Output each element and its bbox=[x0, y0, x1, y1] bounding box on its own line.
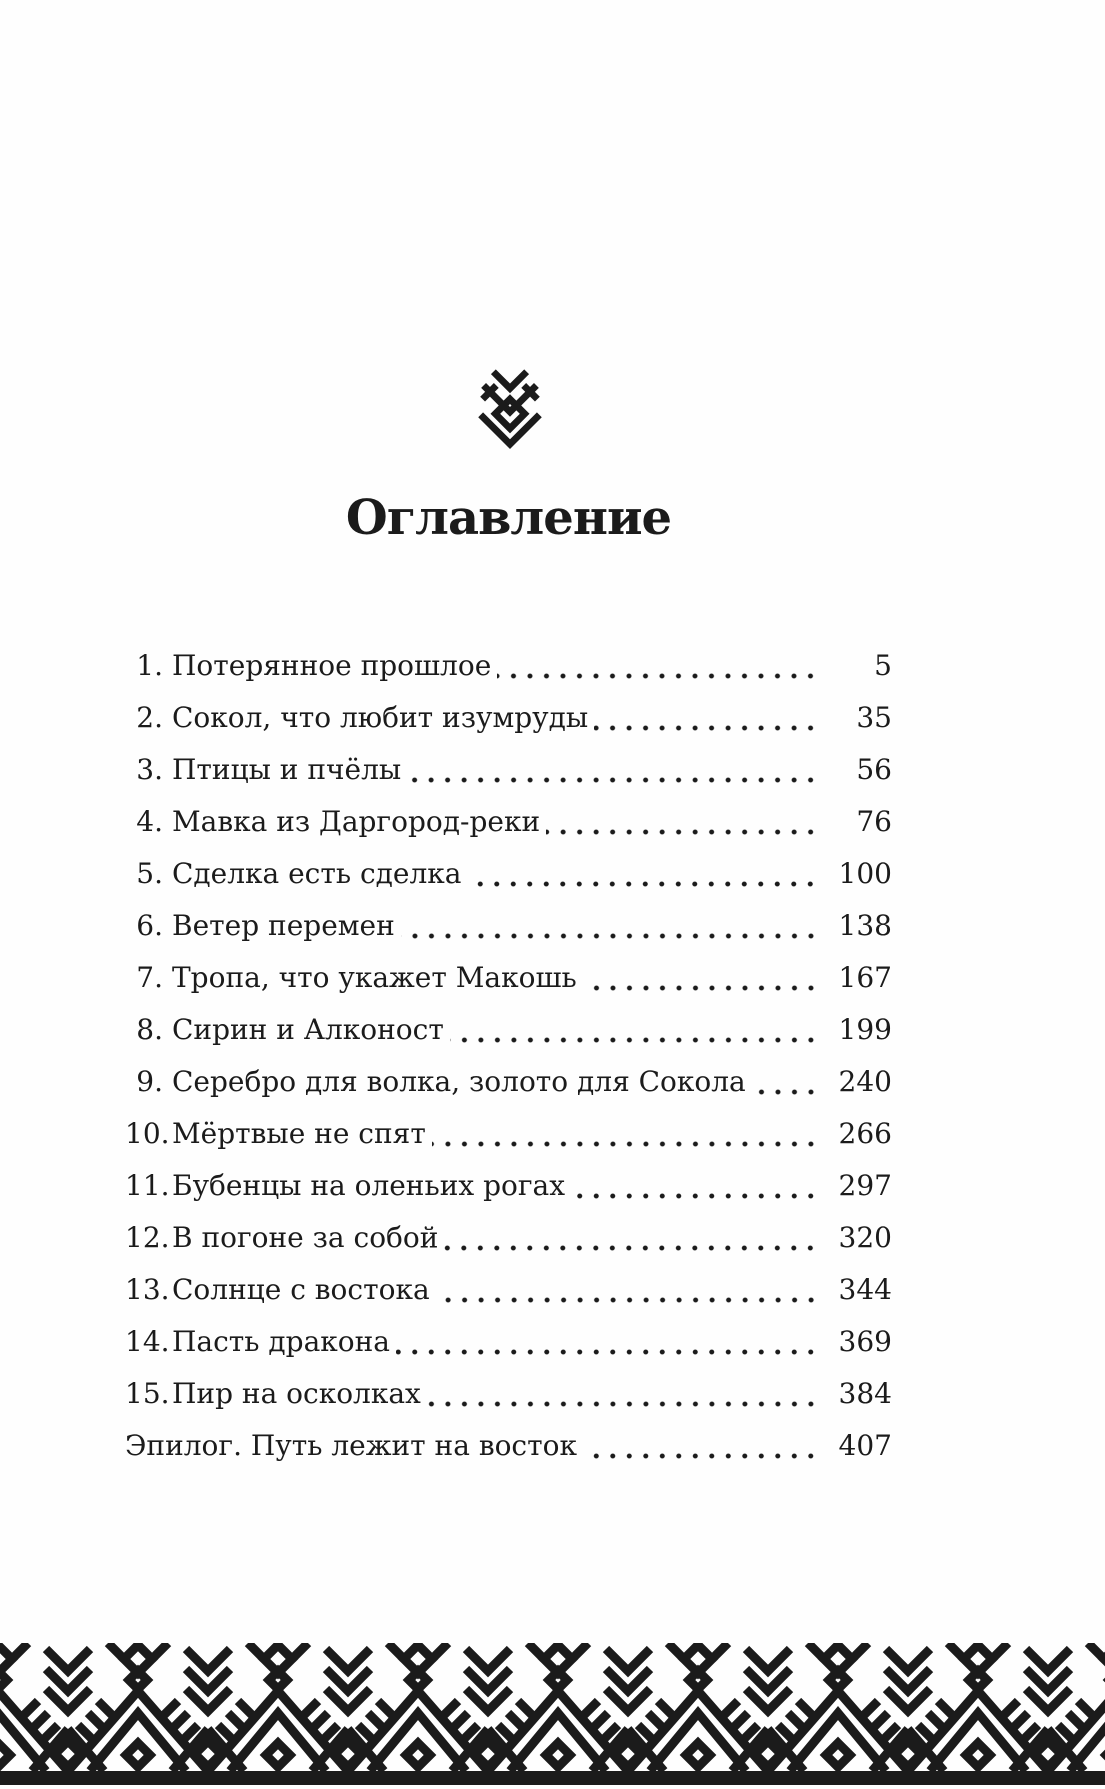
dot-leader bbox=[407, 744, 821, 796]
toc-entry-page: 199 bbox=[838, 1013, 892, 1046]
dot-leader bbox=[401, 900, 821, 952]
page-title: Оглавление bbox=[345, 490, 672, 546]
toc-entry-title: Тропа, что укажет Макошь bbox=[172, 961, 577, 994]
toc-entry-page: 167 bbox=[838, 961, 892, 994]
toc-entry-page: 100 bbox=[838, 857, 892, 890]
toc-entry-page: 35 bbox=[856, 701, 892, 734]
toc-entry-number: 15. bbox=[125, 1377, 170, 1410]
toc-entry bbox=[125, 692, 892, 744]
toc-entry-title: Эпилог. Путь лежит на восток bbox=[125, 1429, 577, 1462]
toc-entry-title: Потерянное прошлое bbox=[172, 649, 492, 682]
toc-entry bbox=[125, 952, 892, 1004]
toc-entry-number: 7. bbox=[136, 961, 163, 994]
toc-entry-page: 56 bbox=[856, 753, 892, 786]
toc-entry-page: 138 bbox=[838, 909, 892, 942]
toc-entry-number: 4. bbox=[136, 805, 163, 838]
dot-leader bbox=[467, 848, 821, 900]
slavic-branch-ornament-icon bbox=[478, 360, 542, 450]
dot-leader bbox=[752, 1056, 821, 1108]
toc-entry-title: Пир на осколках bbox=[172, 1377, 421, 1410]
toc-entry bbox=[125, 796, 892, 848]
dot-leader bbox=[497, 640, 821, 692]
toc-entry-title: Ветер перемен bbox=[172, 909, 395, 942]
toc-entry-title: Мёртвые не спят bbox=[172, 1117, 426, 1150]
toc-entry-title: Солнце с востока bbox=[172, 1273, 430, 1306]
toc-entry-title: Сирин и Алконост bbox=[172, 1013, 444, 1046]
toc-entry-page: 384 bbox=[838, 1377, 892, 1410]
toc-entry bbox=[125, 1368, 892, 1420]
toc-entry-title: Птицы и пчёлы bbox=[172, 753, 402, 786]
toc-entry-page: 240 bbox=[838, 1065, 892, 1098]
toc-entry-title: Пасть дракона bbox=[172, 1325, 390, 1358]
dot-leader bbox=[546, 796, 821, 848]
toc-entry bbox=[125, 1264, 892, 1316]
toc-entry-title: Серебро для волка, золото для Сокола bbox=[172, 1065, 746, 1098]
table-of-contents bbox=[125, 640, 892, 1472]
toc-entry-page: 76 bbox=[856, 805, 892, 838]
toc-entry-number: 10. bbox=[125, 1117, 170, 1150]
dot-leader bbox=[583, 1420, 821, 1472]
dot-leader bbox=[444, 1212, 821, 1264]
toc-entry-number: 2. bbox=[136, 701, 163, 734]
dot-leader bbox=[436, 1264, 821, 1316]
dot-leader bbox=[583, 952, 821, 1004]
toc-entry-number: 3. bbox=[136, 753, 163, 786]
toc-entry-number: 1. bbox=[136, 649, 163, 682]
dot-leader bbox=[571, 1160, 821, 1212]
toc-entry bbox=[125, 848, 892, 900]
toc-entry-page: 266 bbox=[838, 1117, 892, 1150]
toc-entry bbox=[125, 640, 892, 692]
dot-leader bbox=[396, 1316, 821, 1368]
toc-entry bbox=[125, 1160, 892, 1212]
toc-entry-number: 11. bbox=[125, 1169, 170, 1202]
toc-entry bbox=[125, 900, 892, 952]
toc-entry-number: 9. bbox=[136, 1065, 163, 1098]
dot-leader bbox=[594, 692, 821, 744]
toc-entry bbox=[125, 1212, 892, 1264]
toc-entry-title: Бубенцы на оленьих рогах bbox=[172, 1169, 565, 1202]
toc-entry-title: В погоне за собой bbox=[172, 1221, 439, 1254]
toc-entry bbox=[125, 1056, 892, 1108]
toc-entry-page: 407 bbox=[838, 1429, 892, 1462]
slavic-geometric-border-pattern bbox=[0, 1643, 1105, 1785]
toc-entry-page: 369 bbox=[838, 1325, 892, 1358]
toc-entry-number: 13. bbox=[125, 1273, 170, 1306]
toc-entry bbox=[125, 1108, 892, 1160]
toc-entry-number: 8. bbox=[136, 1013, 163, 1046]
toc-entry-number: 12. bbox=[125, 1221, 170, 1254]
toc-entry-number: 5. bbox=[136, 857, 163, 890]
toc-entry-number: 6. bbox=[136, 909, 163, 942]
dot-leader bbox=[432, 1108, 821, 1160]
dot-leader bbox=[450, 1004, 821, 1056]
toc-entry bbox=[125, 1316, 892, 1368]
dot-leader bbox=[427, 1368, 821, 1420]
toc-entry-title: Сделка есть сделка bbox=[172, 857, 462, 890]
toc-entry-page: 344 bbox=[838, 1273, 892, 1306]
toc-entry-title: Мавка из Даргород-реки bbox=[172, 805, 541, 838]
toc-entry-page: 320 bbox=[838, 1221, 892, 1254]
toc-entry-title: Сокол, что любит изумруды bbox=[172, 701, 589, 734]
toc-entry bbox=[125, 1420, 892, 1472]
toc-entry-number: 14. bbox=[125, 1325, 170, 1358]
toc-entry-page: 5 bbox=[874, 649, 892, 682]
toc-entry bbox=[125, 1004, 892, 1056]
toc-entry-page: 297 bbox=[838, 1169, 892, 1202]
toc-entry bbox=[125, 744, 892, 796]
